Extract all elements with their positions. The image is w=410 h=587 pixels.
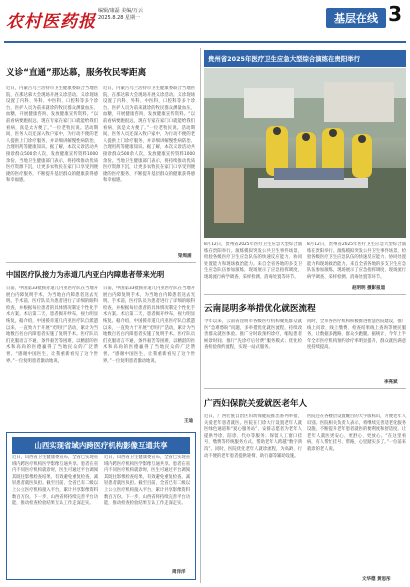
editor-line: 编辑/康磊 美编/万云 bbox=[98, 8, 143, 14]
page-header bbox=[0, 0, 410, 44]
article4-col1 bbox=[204, 319, 302, 377]
article5-body-right: 医院还在各楼层设置醒目的大字版标识，方便老年人识别。医院相关负责人表示，将继续完善适老化服务设施，不断提升老年患者就医的便利度和舒适度，让老年人就医更安心、更舒心、更放心。“在这里看病，有人帮忙挂号、带路，心里踏实多了。”一位前来就诊的老人说。 bbox=[307, 414, 406, 452]
article3-body-b: 近日，山西省卫生健康委宣布，全省已实现省域内跨医疗机构医学影像互通共享。患者在省内不同医疗机构就诊时，医生可通过平台调阅其既往影像检查结果，有效避免重复检查，减轻患者就医负担。截至目前，全省已有二级以上公立医疗机构接入平台，累计共享影像资料数百万份。下一步，山西省将持续完善平台功能，推动检查检验结果互认工作走深走实。 bbox=[104, 455, 190, 507]
photo-caption-b: 8月12日，贵州省2025年医疗卫生应急大型综合演练在贵阳举行。演练模拟突发公共卫生事件场景，检验各级医疗卫生应急队伍的快速反应能力、协同处置能力和现场救治能力。来自全省各地的多支卫生应急队伍参加演练，现场展示了应急指挥调度、现场流行病学调查、采样检测、消毒处置等环节。 bbox=[307, 242, 406, 280]
divider bbox=[6, 262, 196, 263]
caption-col1 bbox=[204, 242, 302, 282]
article2-body-a: 日前，中国第33批援赤道几内亚医疗队在当地开展白内障复明手术，为当地白内障患者送去光明。手术前，医疗队员为患者进行了详细的眼科检查，并根据每位患者的具体情况制定个性化手术方案。术后第二天，患者揭开纱布，视力明显恢复。据介绍，中国援赤道几内亚医疗队自派遣以来，一直致力于开展“光明行”活动，累计为当地数百名白内障患者实施了复明手术。医疗队员们克服语言不通、条件艰苦等困难，以精湛的医术和高尚的医德赢得了当地民众的广泛赞誉。“感谢中国医生，让我重新看见了这个世界。”一位复明患者激动地说。 bbox=[6, 286, 98, 364]
article5-headline: 广西妇保院关爱就医老年人 bbox=[204, 399, 308, 409]
article3-byline: 周洋洋 bbox=[172, 570, 186, 575]
article3-col1 bbox=[12, 455, 98, 567]
article1-body-b: 近日，内蒙古乌兰浩特市卫生健康委联合当地医院，在那达慕大会现场开展义诊活动。义诊现场设置了内科、外科、中医科、口腔科等多个诊台，医护人员为前来就诊的牧民群众测量血压、血糖，开展健康咨询，发放健康宣传资料。“以前看病要跑很远，现在专家在家门口就能给我们看病，真是太方便了。”一位老牧民说。活动期间，医务人员还深入牧户家中，为行动不便的老人提供上门诊疗服务，并详细讲解慢性病防治、合理用药等健康知识。据了解，本次义诊活动共接诊群众500余人次，发放健康宣传资料1000余份。当地卫生健康部门表示，将持续推动优质医疗资源下沉，让更多农牧民在家门口享受到便捷的医疗服务，不断提升基层群众的健康获得感和幸福感。 bbox=[103, 86, 195, 184]
section-title: 基层在线 bbox=[326, 8, 386, 28]
article5-body-left: 近日，广西壮族自治区妇幼保健院推出系列举措，关爱老年患者就医。医院在门诊大厅设置老年人就医绿色通道和“爱心服务站”，安排志愿者为老年人提供导诊、陪诊、代办等服务；保留人工窗口挂号、缴费等传统服务方式，帮助老年人跨越“数字鸿沟”。同时，医院优化老年人就诊流程，为高龄、行动不便的老年患者提供轮椅、助行器等辅助设施。 bbox=[204, 414, 302, 459]
article1-body-a: 近日，内蒙古乌兰浩特市卫生健康委联合当地医院，在那达慕大会现场开展义诊活动。义诊现场设置了内科、外科、中医科、口腔科等多个诊台，医护人员为前来就诊的牧民群众测量血压、血糖，开展健康咨询，发放健康宣传资料。“以前看病要跑很远，现在专家在家门口就能给我们看病，真是太方便了。”一位老牧民说。活动期间，医务人员还深入牧户家中，为行动不便的老人提供上门诊疗服务，并详细讲解慢性病防治、合理用药等健康知识。据了解，本次义诊活动共接诊群众500余人次，发放健康宣传资料1000余份。当地卫生健康部门表示，将持续推动优质医疗资源下沉，让更多农牧民在家门口享受到便捷的医疗服务，不断提升基层群众的健康获得感和幸福感。 bbox=[6, 86, 98, 184]
drill-photo-illustration bbox=[204, 68, 406, 238]
header-rule bbox=[4, 41, 406, 43]
article2-headline: 中国医疗队接力为赤道几内亚白内障患者带来光明 bbox=[6, 270, 165, 279]
article4-headline: 云南昆明多举措优化就医流程 bbox=[204, 304, 316, 314]
article2-byline: 王迪 bbox=[184, 419, 193, 424]
article4-body-left: 今年以来，云南省昆明市各级医疗机构聚焦群众就医“急难愁盼”问题，多举措优化就医流程，持续改善群众就医体验。推广分时段预约诊疗，缩短患者候诊时间；推行“先诊疗后付费”服务模式；优化检查检验预约流程，实现一站式服务。 bbox=[204, 319, 302, 351]
article2-body-b: 日前，中国第33批援赤道几内亚医疗队在当地开展白内障复明手术，为当地白内障患者送去光明。手术前，医疗队员为患者进行了详细的眼科检查，并根据每位患者的具体情况制定个性化手术方案。术后第二天，患者揭开纱布，视力明显恢复。据介绍，中国援赤道几内亚医疗队自派遣以来，一直致力于开展“光明行”活动，累计为当地数百名白内障患者实施了复明手术。医疗队员们克服语言不通、条件艰苦等困难，以精湛的医术和高尚的医德赢得了当地民众的广泛赞誉。“感谢中国医生，让我重新看见了这个世界。”一位复明患者激动地说。 bbox=[103, 286, 195, 364]
divider bbox=[204, 388, 406, 389]
article3-banner: 山西实现省域内跨医疗机构影像互通共享 bbox=[12, 437, 190, 454]
top-banner: 贵州省2025年医疗卫生应急大型综合演练在贵阳举行 bbox=[204, 50, 406, 67]
article4-col2 bbox=[307, 319, 406, 377]
caption-col2 bbox=[307, 242, 406, 282]
article1-col1 bbox=[6, 86, 98, 252]
drill-photo bbox=[204, 68, 406, 238]
article1-byline: 梁周浦 bbox=[178, 254, 192, 259]
article2-col1 bbox=[6, 286, 98, 416]
article3-col2 bbox=[104, 455, 190, 567]
article2-col2 bbox=[103, 286, 195, 416]
issue-meta bbox=[98, 8, 168, 22]
photo-credit: 赵明明 摄影报道 bbox=[352, 286, 386, 291]
article5-col2 bbox=[307, 414, 406, 574]
column-divider bbox=[200, 48, 201, 583]
article1-headline: 义诊“直通”那达慕，服务牧民零距离 bbox=[6, 68, 147, 78]
photo-caption-a: 8月12日，贵州省2025年医疗卫生应急大型综合演练在贵阳举行。演练模拟突发公共卫生事件场景，检验各级医疗卫生应急队伍的快速反应能力、协同处置能力和现场救治能力。来自全省各地的多支卫生应急队伍参加演练，现场展示了应急指挥调度、现场流行病学调查、采样检测、消毒处置等环节。 bbox=[204, 242, 302, 280]
article5-col1 bbox=[204, 414, 302, 574]
article1-col2 bbox=[103, 86, 195, 252]
article4-body-right: 同时，全市各医疗机构积极推进智慧医院建设，推广线上问诊、线上缴费、检查结果线上查询等便民服务，让数据多跑路、群众少跑腿。据统计，今年上半年全市医疗机构预约诊疗率明显提升，群众就医满意度持续提高。 bbox=[307, 319, 406, 351]
newspaper-logo: 农村医药报 bbox=[6, 12, 96, 32]
page-number: 3 bbox=[388, 2, 402, 26]
article4-byline: 李亮斌 bbox=[384, 380, 398, 385]
article3-body-a: 近日，山西省卫生健康委宣布，全省已实现省域内跨医疗机构医学影像互通共享。患者在省内不同医疗机构就诊时，医生可通过平台调阅其既往影像检查结果，有效避免重复检查，减轻患者就医负担。截至目前，全省已有二级以上公立医疗机构接入平台，累计共享影像资料数百万份。下一步，山西省将持续完善平台功能，推动检查检验结果互认工作走深走实。 bbox=[12, 455, 98, 507]
divider bbox=[204, 294, 406, 295]
date-line: 2025.8.28 星期一 bbox=[98, 15, 141, 21]
article5-byline: 文华德 黄思彤 bbox=[362, 577, 391, 582]
